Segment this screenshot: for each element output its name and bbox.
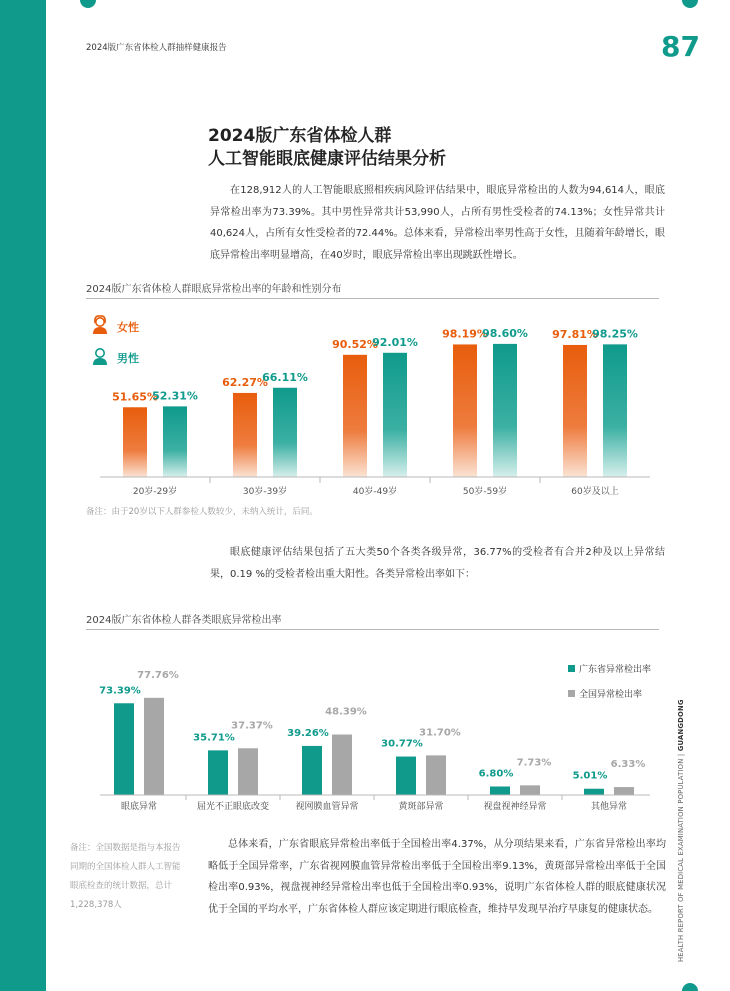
chart2-bar-guangdong-5 xyxy=(584,789,604,795)
decor-dot-top-left xyxy=(80,0,96,8)
chart2-value-label: 5.01% xyxy=(572,770,608,782)
chart1-value-label: 98.25% xyxy=(592,327,638,341)
chart2-value-label: 7.73% xyxy=(516,757,552,769)
chart2-value-label: 37.37% xyxy=(231,720,273,732)
chart1-bar-male-0 xyxy=(163,406,187,477)
chart2-legend-label: 广东省异常检出率 xyxy=(579,665,652,675)
report-header-title: 2024版广东省体检人群抽样健康报告 xyxy=(86,43,227,53)
left-sidebar-band xyxy=(0,0,46,991)
chart1-legend-female xyxy=(93,316,139,334)
chart2-category-label: 其他异常 xyxy=(590,802,628,812)
chart1-value-label: 51.65% xyxy=(112,390,158,404)
chart1-bar-female-1 xyxy=(233,393,257,477)
chart2-category-label: 屈光不正眼底改变 xyxy=(196,802,270,812)
summary-paragraph: 眼底健康评估结果包括了五大类50个各类各级异常，36.77%的受检者有合并2种及以上异常结果，0.19 %的受检者检出重大阳性。各类异常检出率如下： xyxy=(210,547,665,580)
chart2-bar-guangdong-2 xyxy=(302,746,322,795)
chart2-value-label: 73.39% xyxy=(99,685,141,697)
chart1-category-label: 30岁-39岁 xyxy=(242,487,288,497)
chart2-title: 2024版广东省体检人群各类眼底异常检出率 xyxy=(86,615,282,626)
chart2-value-label: 48.39% xyxy=(325,706,367,718)
chart2-legend-guangdong xyxy=(568,663,651,675)
chart1-category-label: 60岁及以上 xyxy=(571,487,619,497)
chart1-value-label: 66.11% xyxy=(262,370,308,384)
legend-swatch xyxy=(568,665,575,672)
chart1-bar-male-4 xyxy=(603,344,627,477)
legend-swatch xyxy=(568,690,575,697)
chart2-bar-guangdong-3 xyxy=(396,757,416,795)
page-number: 87 xyxy=(661,30,700,63)
chart2-bar-guangdong-1 xyxy=(208,750,228,795)
chart1-value-label: 90.52% xyxy=(332,337,378,351)
age-gender-bar-chart xyxy=(80,302,670,502)
chart1-bar-female-4 xyxy=(563,345,587,477)
vertical-report-caption: HEALTH REPORT OF MEDICAL EXAMINATION POPULATION | GUANGDONG xyxy=(677,699,685,962)
male-icon xyxy=(93,349,107,365)
chart2-value-label: 6.33% xyxy=(610,759,646,771)
chart1-legend-label: 女性 xyxy=(117,321,139,334)
chart2-value-label: 77.76% xyxy=(137,669,179,681)
chart1-value-label: 97.81% xyxy=(552,327,598,341)
chart2-legend-label: 全国异常检出率 xyxy=(579,690,643,700)
chart2-bar-national-2 xyxy=(332,735,352,795)
chart2-category-label: 眼底异常 xyxy=(120,802,158,812)
chart2-bar-national-1 xyxy=(238,748,258,795)
conclusion-paragraph: 总体来看，广东省眼底异常检出率低于全国检出率4.37%，从分项结果来看，广东省异常检出率均略低于全国异常率，广东省视网膜血管异常检出率低于全国检出率9.13%，黄斑部异常检出率低于全国检出率0.93%，视盘视神经异常检出率也低于全国检出率0.93%，说明广东省体检人群的眼底健康状况优于全国的平均水平，广东省体检人群应该定期进行眼底检查，维持早发现早治疗早康复的健康状态。 xyxy=(208,839,666,915)
chart1-title: 2024版广东省体检人群眼底异常检出率的年龄和性别分布 xyxy=(86,284,342,295)
intro-paragraph: 在128,912人的人工智能眼底照相疾病风险评估结果中，眼底异常检出的人数为94,614人，眼底异常检出率为73.39%。其中男性异常共计53,990人，占所有男性受检者的74.13%；女性异常共计40,624人，占所有女性受检者的72.44%。总体来看，异常检出率男性高于女性，且随着年龄增长，眼底异常检出率明显增高，在40岁时，眼底异常检出率出现跳跃性增长。 xyxy=(210,185,665,261)
chart1-title-rule xyxy=(86,298,659,299)
chart1-note: 备注：由于20岁以下人群参检人数较少，未纳入统计，后同。 xyxy=(86,507,318,517)
chart1-bar-female-2 xyxy=(343,355,367,477)
decor-dot-bottom-right xyxy=(682,983,698,991)
chart2-bar-national-5 xyxy=(614,787,634,795)
female-icon xyxy=(93,316,107,334)
vertical-caption-prefix: HEALTH REPORT OF MEDICAL EXAMINATION POPULATION xyxy=(677,758,685,962)
chart1-value-label: 52.31% xyxy=(152,389,198,403)
chart2-bar-guangdong-4 xyxy=(490,787,510,796)
chart1-legend-label: 男性 xyxy=(117,352,139,365)
chart2-value-label: 39.26% xyxy=(287,727,329,739)
chart2-legend-national xyxy=(568,688,642,700)
chart2-bar-national-4 xyxy=(520,785,540,795)
chart1-legend-male xyxy=(93,349,139,365)
chart1-value-label: 92.01% xyxy=(372,335,418,349)
chart1-bar-male-2 xyxy=(383,353,407,477)
chart1-value-label: 62.27% xyxy=(222,375,268,389)
chart2-value-label: 6.80% xyxy=(478,768,514,780)
chart1-bar-female-3 xyxy=(453,344,477,477)
chart2-category-label: 黄斑部异常 xyxy=(398,802,444,812)
chart1-value-label: 98.19% xyxy=(442,327,488,341)
chart1-value-label: 98.60% xyxy=(482,326,528,340)
chart2-bar-guangdong-0 xyxy=(114,703,134,795)
chart2-value-label: 30.77% xyxy=(381,738,423,750)
chart2-bar-national-0 xyxy=(144,698,164,795)
chart2-value-label: 31.70% xyxy=(419,727,461,739)
chart2-title-rule xyxy=(86,629,659,630)
chart2-category-label: 视网膜血管异常 xyxy=(295,802,359,812)
chart1-bar-female-0 xyxy=(123,407,147,477)
decor-dot-top-right xyxy=(682,0,698,8)
chart1-category-label: 20岁-29岁 xyxy=(132,487,178,497)
abnormality-category-bar-chart xyxy=(80,640,670,820)
chart1-category-label: 40岁-49岁 xyxy=(352,487,398,497)
chart1-bar-male-1 xyxy=(273,388,297,477)
article-title xyxy=(208,125,446,171)
vertical-caption-suffix: GUANGDONG xyxy=(677,699,685,752)
chart2-note: 备注：全国数据是指与本报告同期的全国体检人群人工智能眼底检查的统计数据，总计1,228,378人 xyxy=(70,843,181,910)
chart1-bar-male-3 xyxy=(493,344,517,477)
article-title-line1: 2024版广东省体检人群 xyxy=(208,126,392,146)
article-title-line2: 人工智能眼底健康评估结果分析 xyxy=(208,149,446,169)
chart2-value-label: 35.71% xyxy=(193,732,235,744)
chart2-bar-national-3 xyxy=(426,755,446,795)
chart1-category-label: 50岁-59岁 xyxy=(462,487,508,497)
chart2-category-label: 视盘视神经异常 xyxy=(483,802,547,812)
